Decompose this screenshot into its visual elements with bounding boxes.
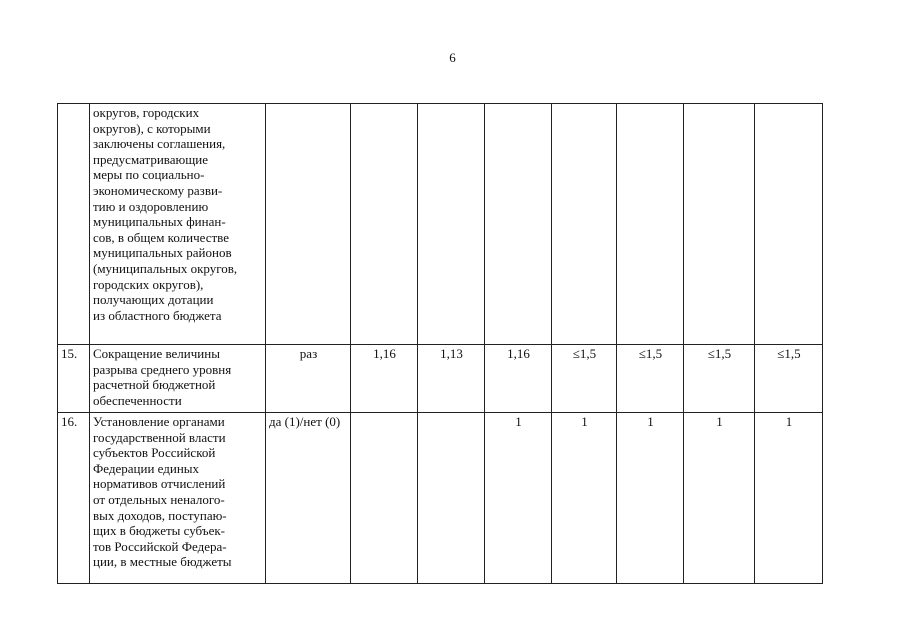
indicator-name-line: тов Российской Федера- [93,538,227,554]
unit-cell: да (1)/нет (0) [266,413,351,584]
row-number: 15. [58,345,90,413]
indicator-name-line: (муниципальных округов, [93,260,238,276]
indicator-name-line: тию и оздоровлению [93,198,209,214]
value-cell [418,104,485,345]
indicator-name-line: ции, в местные бюджеты [93,554,232,570]
indicator-name-line: обеспеченности [93,392,182,408]
indicator-name-line: округов, городских [93,105,200,120]
indicator-name-line: муниципальных финан- [93,214,226,230]
row-number [58,104,90,345]
indicator-name-line: разрыва среднего уровня [93,361,232,377]
value-cell: 1,16 [485,345,552,413]
indicator-name-line: экономическому разви- [93,182,223,198]
indicator-name-line: Сокращение величины [93,346,220,361]
indicator-name-line: щих в бюджеты субъек- [93,523,225,539]
unit-cell [266,104,351,345]
indicator-name [90,345,266,413]
value-cell: 1,13 [418,345,485,413]
page-number: 6 [449,50,456,65]
value-cell [552,104,617,345]
value-cell [684,104,755,345]
value-cell [485,104,552,345]
indicator-name-line: Федерации единых [93,460,200,476]
indicators-table [57,103,823,584]
indicator-name-line: вых доходов, поступаю- [93,507,227,523]
indicator-name-line: муниципальных районов [93,245,232,261]
table-row [58,345,823,413]
indicator-name-line: предусматривающие [93,151,208,167]
indicator-name-line: государственной власти [93,429,226,445]
value-cell: 1 [617,413,684,584]
indicator-name-line: заключены соглашения, [93,136,226,152]
value-cell [617,104,684,345]
indicator-name [90,413,266,584]
indicator-name-line: Установление органами [93,414,225,429]
indicator-name-line: сов, в общем количестве [93,229,230,245]
value-cell: ≤1,5 [755,345,823,413]
indicator-name [90,104,266,345]
value-cell: 1 [755,413,823,584]
indicator-name-line: меры по социально- [93,167,205,183]
row-number: 16. [58,413,90,584]
value-cell: ≤1,5 [617,345,684,413]
table-row [58,413,823,584]
indicator-name-line: округов), с которыми [93,120,211,136]
value-cell: 1 [684,413,755,584]
value-cell: 1 [485,413,552,584]
value-cell: ≤1,5 [552,345,617,413]
indicator-name-line: получающих дотации [93,292,214,308]
table-row [58,104,823,345]
value-cell [351,413,418,584]
value-cell: 1,16 [351,345,418,413]
indicator-name-line: от отдельных неналого- [93,491,225,507]
indicator-name-line: субъектов Российской [93,445,216,461]
value-cell [351,104,418,345]
unit-cell: раз [266,345,351,413]
value-cell [418,413,485,584]
value-cell [755,104,823,345]
indicator-name-line: нормативов отчислений [93,476,226,492]
indicator-name-line: расчетной бюджетной [93,377,216,393]
indicator-name-line: из областного бюджета [93,307,222,323]
value-cell: ≤1,5 [684,345,755,413]
indicator-name-line: городских округов), [93,276,204,292]
value-cell: 1 [552,413,617,584]
